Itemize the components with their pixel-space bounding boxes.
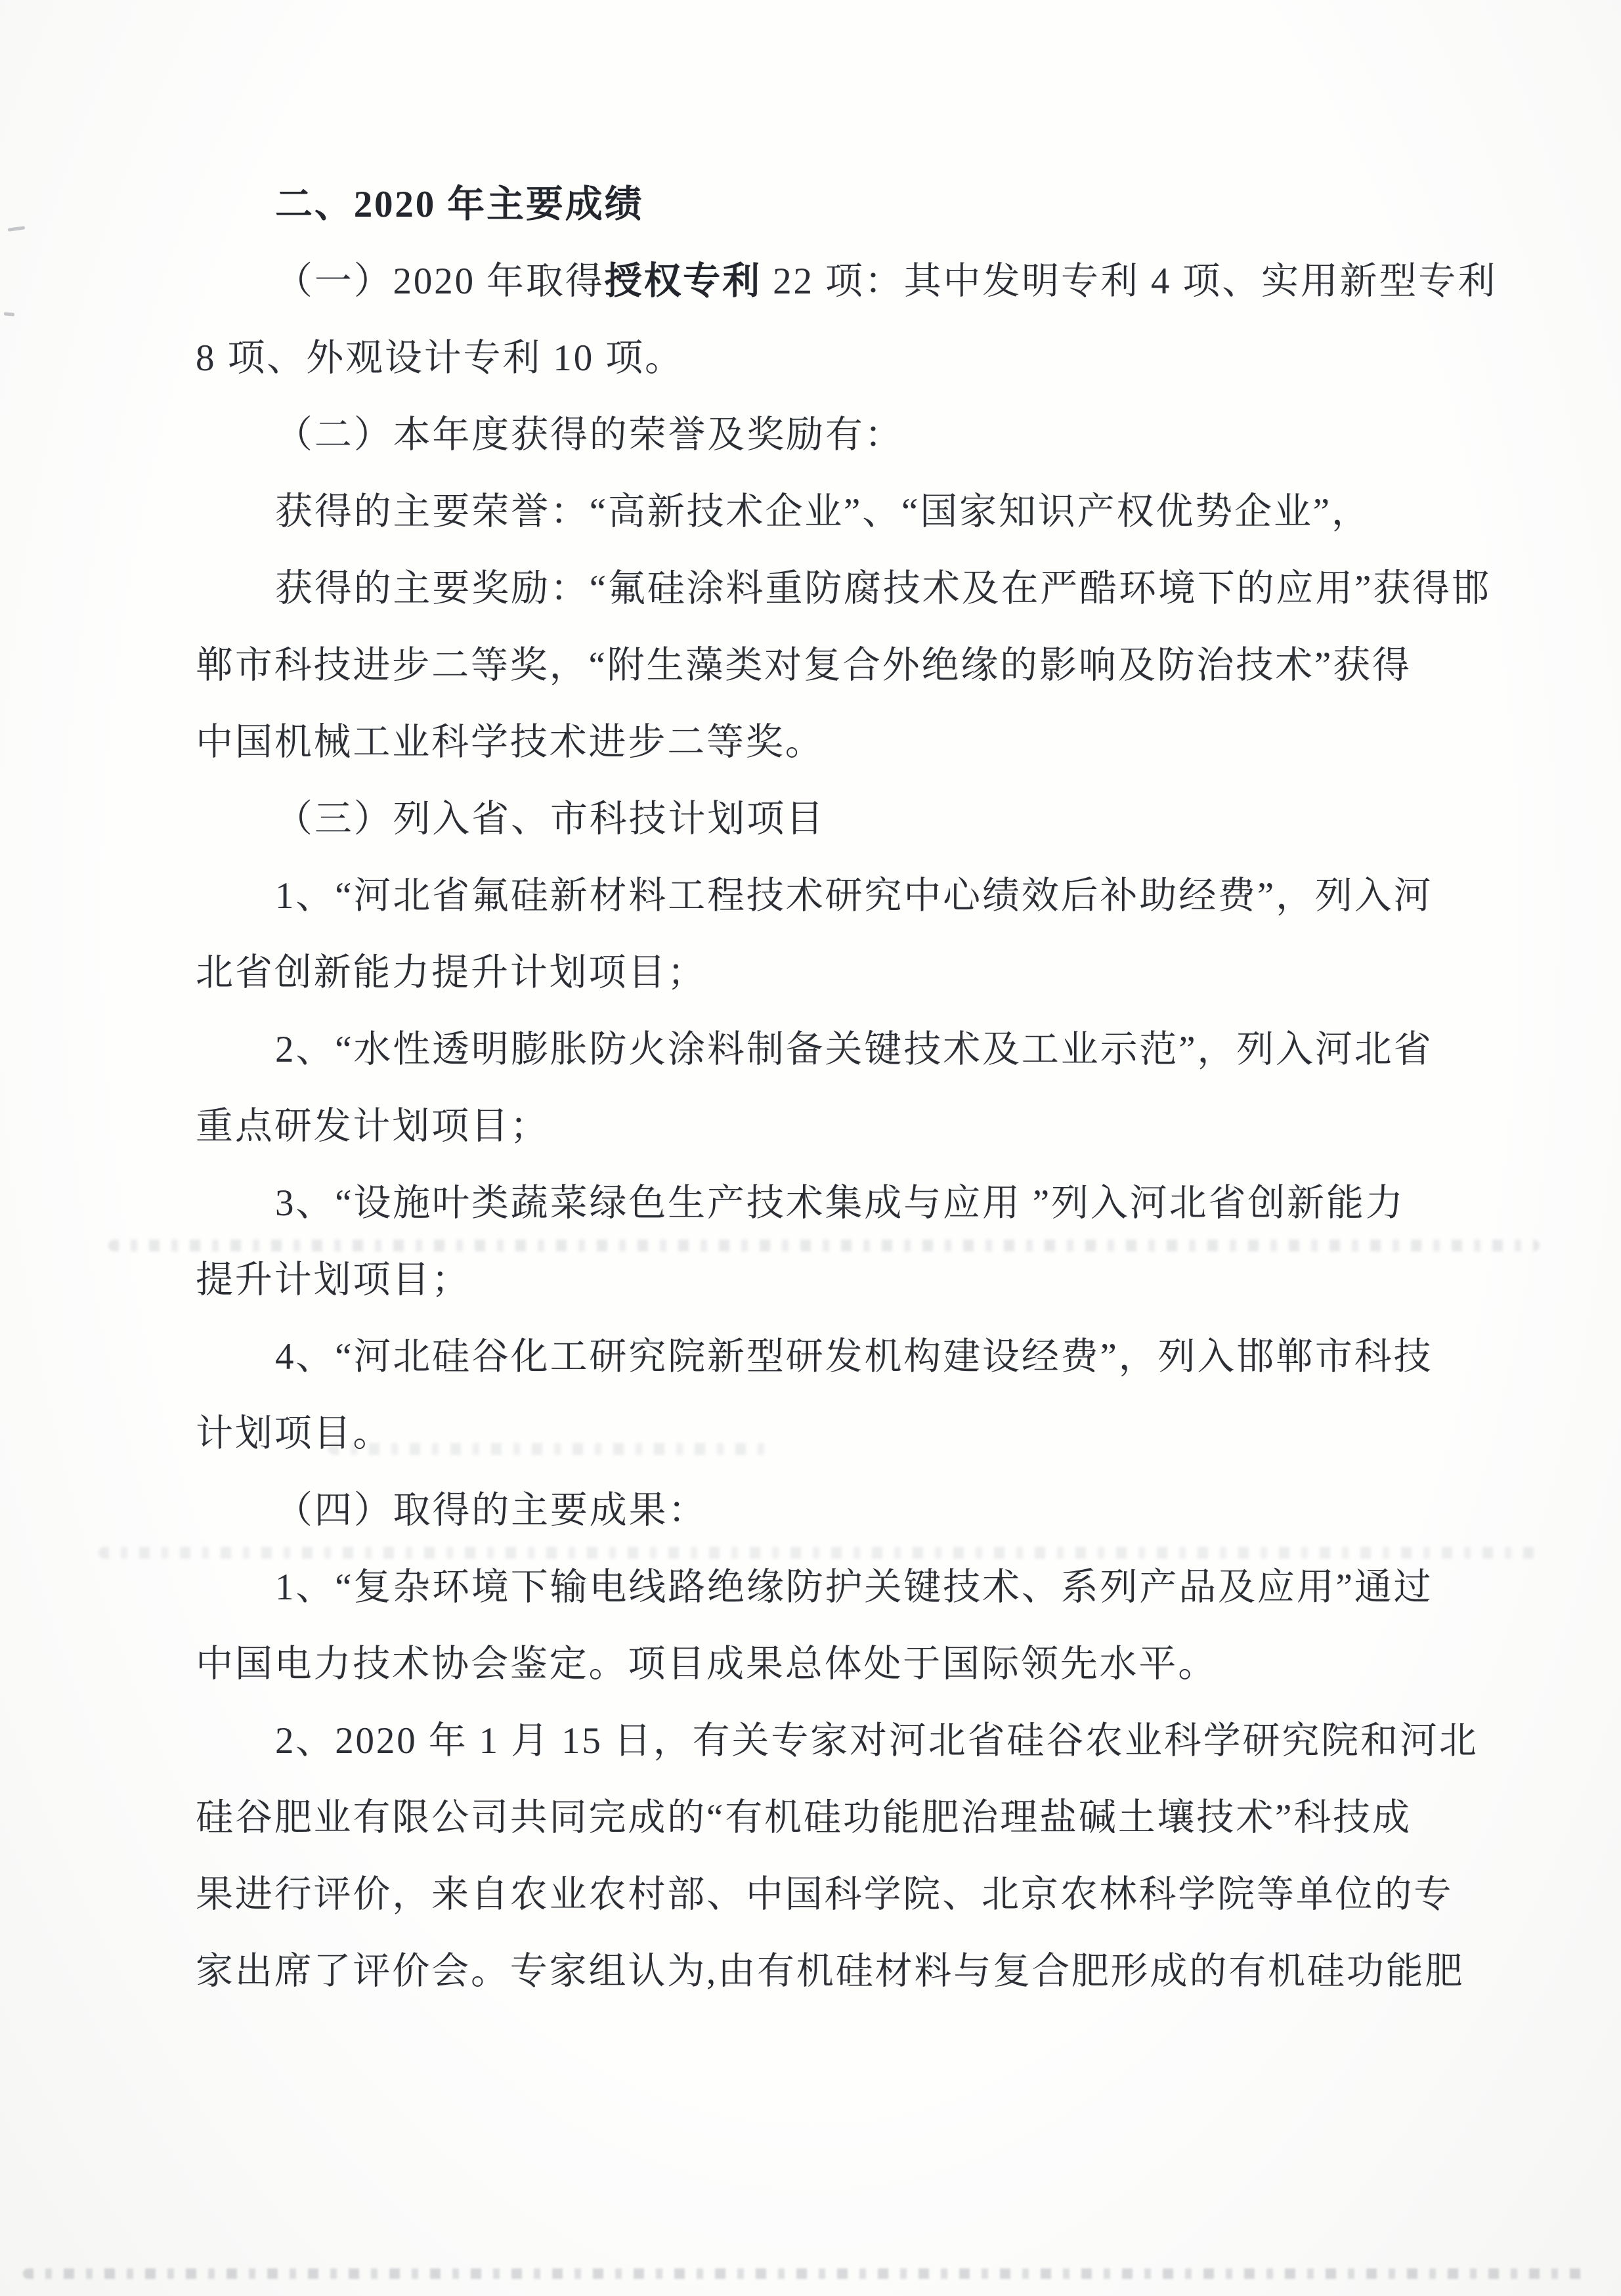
text-line: 郸市科技进步二等奖，“附生藻类对复合外绝缘的影响及防治技术”获得 (196, 645, 1412, 686)
text-line: 中国机械工业科学技术进步二等奖。 (196, 722, 825, 763)
list-item-line: 2、“水性透明膨胀防火涂料制备关键技术及工业示范”，列入河北省 (275, 1029, 1433, 1070)
list-item-line: 果进行评价，来自农业农村部、中国科学院、北京农林科学院等单位的专 (196, 1874, 1454, 1915)
subsection-heading: （四）取得的主要成果： (275, 1490, 708, 1531)
list-item-line: 硅谷肥业有限公司共同完成的“有机硅功能肥治理盐碱土壤技术”科技成 (196, 1797, 1412, 1838)
text-line: 获得的主要奖励：“氟硅涂料重防腐技术及在严酷环境下的应用”获得邯 (275, 568, 1491, 609)
list-item-line: 提升计划项目； (196, 1259, 471, 1301)
list-item-line: 4、“河北硅谷化工研究院新型研发机构建设经费”，列入邯郸市科技 (275, 1336, 1433, 1377)
list-item-line: 2、2020 年 1 月 15 日，有关专家对河北省硅谷农业科学研究院和河北 (275, 1720, 1479, 1762)
text-run: 22 项：其中发明专利 4 项、实用新型专利 (762, 261, 1498, 302)
bold-text-run: 授权专利 (604, 261, 762, 302)
text-line: 8 项、外观设计专利 10 项。 (196, 337, 684, 379)
section-title: 二、2020 年主要成绩 (275, 184, 644, 225)
list-item-line: 3、“设施叶类蔬菜绿色生产技术集成与应用 ”列入河北省创新能力 (275, 1182, 1405, 1224)
list-item-line: 家出席了评价会。专家组认为,由有机硅材料与复合肥形成的有机硅功能肥 (196, 1951, 1465, 1992)
list-item-line: 1、“河北省氟硅新材料工程技术研究中心绩效后补助经费”，列入河 (275, 875, 1433, 917)
subsection-heading: （三）列入省、市科技计划项目 (275, 798, 825, 840)
list-item-line: 1、“复杂环境下输电线路绝缘防护关键技术、系列产品及应用”通过 (275, 1567, 1433, 1608)
list-item-line: 重点研发计划项目； (196, 1106, 550, 1147)
text-line: 获得的主要荣誉：“高新技术企业”、“国家知识产权优势企业”， (275, 491, 1371, 532)
list-item-line: 计划项目。 (196, 1413, 393, 1454)
list-item-line: 北省创新能力提升计划项目； (196, 952, 707, 993)
text-run: （一）2020 年取得 (275, 261, 605, 302)
list-item-line: 中国电力技术协会鉴定。项目成果总体处于国际领先水平。 (196, 1643, 1218, 1685)
text-line (196, 243, 1545, 320)
subsection-heading: （二）本年度获得的荣誉及奖励有： (275, 414, 904, 456)
document-body (196, 0, 1545, 2010)
